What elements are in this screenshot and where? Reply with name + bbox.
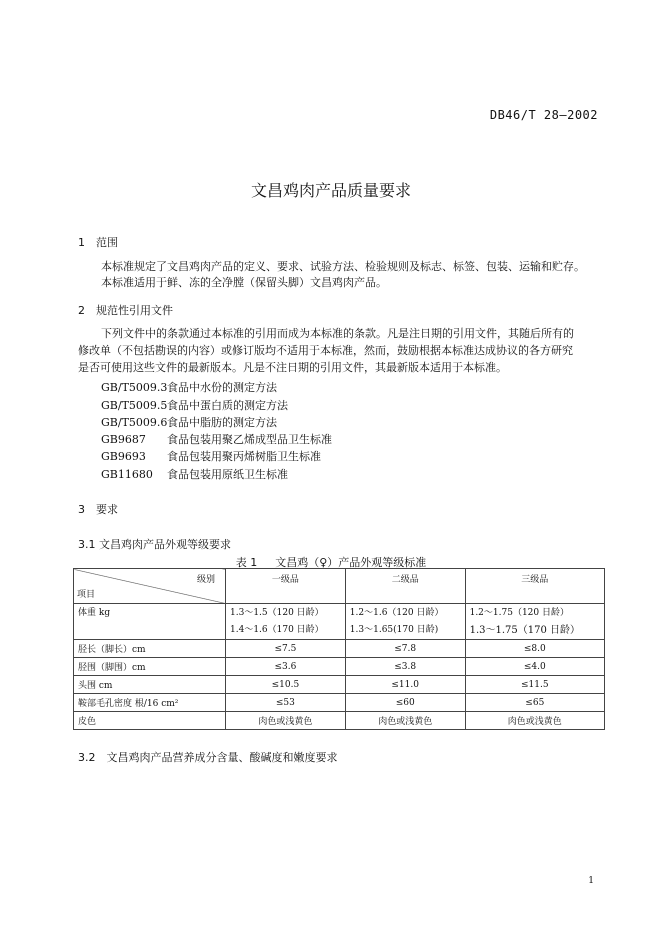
reference-title: 食品包装用聚丙烯树脂卫生标准 (167, 450, 321, 463)
table-cell (465, 604, 604, 640)
row-label: 胫长（脚长）cm (74, 640, 226, 658)
cell-line: 1.3～1.65(170 日龄) (349, 624, 439, 635)
table-cell: 肉色或浅黄色 (345, 712, 465, 730)
table-cell (345, 604, 465, 640)
reference-title: 食品包装用聚乙烯成型品卫生标准 (167, 433, 332, 446)
section-3-2-heading: 3.2 文昌鸡肉产品营养成分含量、酸碱度和嫩度要求 (78, 751, 338, 764)
reference-code: GB11680 (101, 468, 153, 481)
section-1-paragraph: 本标准适用于鲜、冻的全净膛（保留头脚）文昌鸡肉产品。 (101, 276, 387, 289)
reference-item (101, 431, 332, 447)
cell-line: 1.3～1.75（170 日龄） (469, 624, 581, 636)
reference-item (101, 379, 277, 395)
page-number: 1 (588, 876, 594, 886)
cell-line: 1.4～1.6（170 日龄） (230, 624, 324, 635)
cell-line: 1.3～1.5（120 日龄） (230, 607, 324, 618)
row-label: 胫围（脚围）cm (74, 658, 226, 676)
section-3-heading: 3 要求 (78, 503, 118, 516)
table-cell (226, 604, 346, 640)
table-1-title: 文昌鸡（♀）产品外观等级标准 (275, 556, 427, 569)
reference-item (101, 397, 288, 413)
reference-code: GB9687 (101, 433, 146, 446)
table-cell: ≤8.0 (465, 640, 604, 658)
table-row (74, 604, 605, 640)
section-2-paragraph-line: 是否可使用这些文件的最新版本。凡是不注日期的引用文件，其最新版本适用于本标准。 (78, 361, 507, 374)
reference-item (101, 414, 277, 430)
reference-title: 食品包装用原纸卫生标准 (167, 468, 288, 481)
reference-item (101, 448, 321, 464)
section-1-paragraph: 本标准规定了文昌鸡肉产品的定义、要求、试验方法、检验规则及标志、标签、包装、运输和贮存。 (101, 260, 585, 273)
section-2-heading: 2 规范性引用文件 (78, 304, 173, 317)
table-cell: ≤7.8 (345, 640, 465, 658)
table-cell: ≤11.5 (465, 676, 604, 694)
table-cell: ≤3.8 (345, 658, 465, 676)
section-2-paragraph-line: 修改单（不包括勘误的内容）或修订版均不适用于本标准，然而，鼓励根据本标准达成协议的各方研究 (78, 344, 573, 357)
grade-table (73, 568, 605, 730)
section-1-heading: 1 范围 (78, 236, 118, 249)
table-cell: ≤7.5 (226, 640, 346, 658)
reference-title: 食品中蛋白质的测定方法 (167, 399, 288, 412)
table-row (74, 676, 605, 694)
reference-code: GB9693 (101, 450, 146, 463)
table-header-row (74, 569, 605, 604)
row-label: 鞍部毛孔密度 根/16 cm² (74, 694, 226, 712)
item-header-label: 项目 (77, 590, 96, 600)
grade-header-label: 级别 (196, 575, 215, 585)
document-title: 文昌鸡肉产品质量要求 (250, 181, 411, 200)
table-cell: ≤11.0 (345, 676, 465, 694)
table-cell: ≤10.5 (226, 676, 346, 694)
table-cell: ≤4.0 (465, 658, 604, 676)
reference-item (101, 466, 288, 482)
row-label: 体重 kg (74, 604, 226, 640)
section-2-paragraph-line: 下列文件中的条款通过本标准的引用而成为本标准的条款。凡是注日期的引用文件，其随后所有的 (101, 327, 574, 340)
table-row (74, 640, 605, 658)
table-row (74, 694, 605, 712)
table-row (74, 712, 605, 730)
table-cell: 肉色或浅黄色 (465, 712, 604, 730)
column-header: 二级品 (345, 569, 465, 604)
cell-line: 1.2～1.75（120 日龄） (469, 607, 569, 618)
table-cell: 肉色或浅黄色 (226, 712, 346, 730)
table-row (74, 658, 605, 676)
table-cell: ≤65 (465, 694, 604, 712)
section-3-1-heading: 3.1 文昌鸡肉产品外观等级要求 (78, 538, 231, 551)
table-cell: ≤3.6 (226, 658, 346, 676)
table-corner-cell (74, 569, 226, 604)
column-header: 一级品 (226, 569, 346, 604)
reference-code: GB/T5009.3 (101, 381, 168, 394)
row-label: 头围 cm (74, 676, 226, 694)
reference-code: GB/T5009.5 (101, 399, 168, 412)
reference-title: 食品中水份的测定方法 (167, 381, 277, 394)
row-label: 皮色 (74, 712, 226, 730)
reference-title: 食品中脂肪的测定方法 (167, 416, 277, 429)
standard-number: DB46/T 28—2002 (489, 108, 598, 122)
table-cell: ≤60 (345, 694, 465, 712)
table-1-number: 表 1 (235, 556, 258, 569)
reference-code: GB/T5009.6 (101, 416, 168, 429)
cell-line: 1.2～1.6（120 日龄） (349, 607, 444, 618)
table-cell: ≤53 (226, 694, 346, 712)
column-header: 三级品 (465, 569, 604, 604)
